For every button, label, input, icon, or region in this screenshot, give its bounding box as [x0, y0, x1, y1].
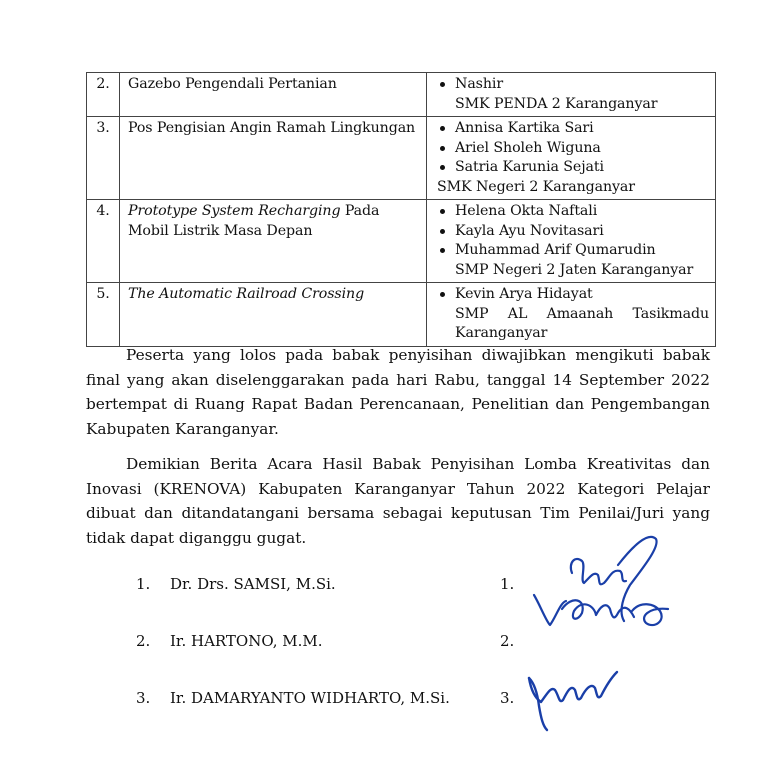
project-title: Gazebo Pengendali Pertanian: [120, 73, 427, 117]
school-name: SMP Negeri 2 Jaten Karanganyar: [455, 261, 694, 278]
table-row: [87, 283, 716, 347]
project-title: [120, 283, 427, 347]
project-title-italic: Prototype System Recharging: [128, 203, 341, 219]
members-cell: [427, 283, 716, 347]
signer-number: 1.: [136, 575, 151, 593]
school-word: Tasikmadu: [632, 305, 709, 322]
school-word: SMP: [455, 305, 489, 322]
members-cell: [427, 117, 716, 200]
member-name: Muhammad Arif Qumarudin: [437, 241, 709, 261]
member-name: Annisa Kartika Sari: [437, 119, 709, 139]
school-name-line1: [437, 305, 709, 325]
final-round-paragraph: Peserta yang lolos pada babak penyisihan diwajibkan mengikuti babak final yang akan diselenggarakan pada hari Rabu, tanggal 14 September 2022 bertempat di Ruang Rapat Badan Perencanaan, Penelitian dan Pengembangan Kabupaten Karanganyar.: [86, 346, 710, 438]
row-number: 2.: [87, 73, 120, 117]
member-name: Nashir: [437, 75, 709, 95]
school-name: SMK Negeri 2 Karanganyar: [437, 178, 635, 195]
members-cell: [427, 200, 716, 283]
participants-table: [86, 72, 716, 347]
row-number: 5.: [87, 283, 120, 347]
project-title: [120, 200, 427, 283]
signature-number: 2.: [500, 632, 515, 650]
school-name: SMK PENDA 2 Karanganyar: [455, 95, 658, 112]
signature-number: 3.: [500, 689, 515, 707]
project-title: Pos Pengisian Angin Ramah Lingkungan: [120, 117, 427, 200]
school-name-line2: Karanganyar: [455, 325, 548, 341]
members-cell: [427, 73, 716, 117]
member-name: Ariel Sholeh Wiguna: [437, 139, 709, 159]
member-name: Kayla Ayu Novitasari: [437, 222, 709, 242]
signer-name: Ir. DAMARYANTO WIDHARTO, M.Si.: [170, 689, 450, 707]
signer-number: 2.: [136, 632, 151, 650]
table-row: [87, 73, 716, 117]
signer-number: 3.: [136, 689, 151, 707]
signature-1-image: [520, 525, 690, 645]
closing-paragraph: Demikian Berita Acara Hasil Babak Penyisihan Lomba Kreativitas dan Inovasi (KRENOVA) Kabupaten Karanganyar Tahun 2022 Kategori Pelajar dibuat dan ditandatangani bersama sebagai keputusan Tim Penilai/Juri yang tidak dapat diganggu gugat.: [86, 455, 710, 547]
signature-number: 1.: [500, 575, 515, 593]
row-number: 4.: [87, 200, 120, 283]
project-title-rest: Pada Mobil Listrik Masa Depan: [128, 203, 380, 239]
signer-name: Dr. Drs. SAMSI, M.Si.: [170, 575, 336, 593]
school-word: AL: [507, 305, 528, 322]
member-name: Satria Karunia Sejati: [437, 158, 709, 178]
table-row: [87, 200, 716, 283]
member-name: Kevin Arya Hidayat: [437, 285, 709, 305]
member-name: Helena Okta Naftali: [437, 202, 709, 222]
table-row: [87, 117, 716, 200]
project-title-italic: The Automatic Railroad Crossing: [128, 286, 365, 302]
school-word: Amaanah: [546, 305, 614, 322]
row-number: 3.: [87, 117, 120, 200]
signer-name: Ir. HARTONO, M.M.: [170, 632, 323, 650]
signature-3-image: [525, 660, 635, 740]
